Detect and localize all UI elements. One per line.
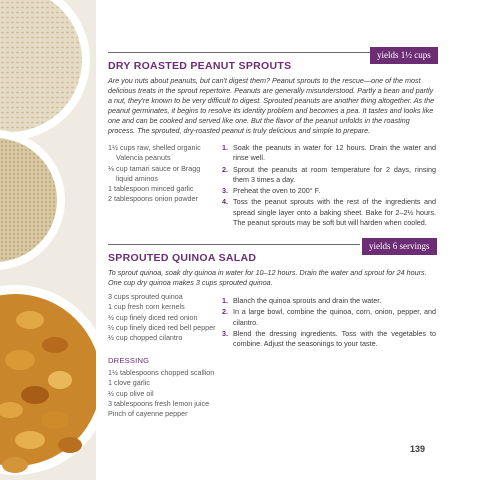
- dressing-ingredient-list: [108, 368, 258, 419]
- step-text: Toss the peanut sprouts with the rest of the ingredients and spread single layer onto a baking sheet. Bake for 2–2½ hours. The peanut sprouts may be soft but will harden when cooled.: [233, 197, 436, 228]
- step-number: 1.: [222, 143, 228, 152]
- ingredient-item: 1 tablespoon minced garlic: [108, 184, 194, 194]
- ingredient-item: 3 tablespoons fresh lemon juice: [108, 398, 210, 408]
- ingredient-item: 1 cup fresh corn kernels: [108, 302, 185, 312]
- step-text: Soak the peanuts in water for 12 hours. Drain the water and rinse well.: [233, 143, 436, 163]
- step-item: [222, 143, 436, 164]
- ingredient-item: ½ cup finely diced red onion: [108, 312, 198, 322]
- ingredient-item: 1½ tablespoons chopped scallion: [108, 368, 215, 377]
- ingredient-item: 1 clove garlic: [108, 378, 150, 388]
- step-text: Preheat the oven to 200° F.: [233, 186, 321, 196]
- step-number: 2.: [222, 164, 228, 174]
- step-text: Sprout the peanuts at room temperature for 2 days, rinsing them 3 times a day.: [233, 164, 436, 184]
- ingredient-item: ⅛ cup tamari sauce or Bragg liquid aminos: [108, 163, 201, 183]
- yields-badge-recipe-1: yields 1½ cups: [370, 47, 438, 64]
- recipe-intro-quinoa-salad: To sprout quinoa, soak dry quinoa in water for 10–12 hours. Drain the water and sprout for 24 hours. One cup dry quinoa makes 3 cups sprouted quinoa.: [108, 268, 427, 287]
- step-number: 2.: [222, 307, 228, 317]
- recipe-title-quinoa-salad: SPROUTED QUINOA SALAD: [108, 252, 257, 264]
- step-number: 3.: [222, 328, 228, 338]
- recipe-intro-peanut-sprouts: Are you nuts about peanuts, but can't digest them? Peanut sprouts to the rescue—one of the most delicious treats in the sprout repertoire. Peanuts are generally misunderstood. Partly a bean and partly a nut, they're known to be very difficult to digest. Sprouted peanuts are another thing altogether. As the peanut germinates, it begins to resolve its identity problem and becomes a pea. It tastes and looks like one and can be cooked and served like one. But the flavor of the peanut unfolds in the roasting process. The sprouted, dry-roasted peanut is truly delicious and simple to prepare.: [108, 76, 435, 135]
- step-item: [222, 165, 436, 186]
- step-item: [222, 197, 436, 228]
- step-number: 4.: [222, 197, 228, 207]
- dressing-heading: DRESSING: [108, 356, 150, 365]
- ingredient-item: 3 cups sprouted quinoa: [108, 292, 183, 301]
- step-list-peanut-sprouts: [222, 143, 436, 229]
- ingredient-list-quinoa-salad: [108, 292, 220, 343]
- food-photo: [0, 0, 96, 480]
- step-item: [222, 186, 436, 196]
- step-text: Blend the dressing ingredients. Toss with the vegetables to combine. Adjust the seasonings to your taste.: [233, 328, 436, 349]
- ingredient-item: Pinch of cayenne pepper: [108, 409, 188, 419]
- step-item: [222, 329, 436, 350]
- ingredient-item: 1½ cups raw, shelled organic Valencia peanuts: [108, 143, 201, 163]
- ingredient-item: ½ cup finely diced red bell pepper: [108, 322, 216, 332]
- step-number: 3.: [222, 186, 228, 196]
- food-photo-illustration: [0, 0, 96, 480]
- step-number: 1.: [222, 296, 228, 305]
- step-item: [222, 307, 436, 328]
- recipe-title-peanut-sprouts: DRY ROASTED PEANUT SPROUTS: [108, 60, 292, 72]
- ingredient-item: ½ cup chopped cilantro: [108, 333, 183, 343]
- yields-badge-recipe-2: yields 6 servings: [362, 238, 437, 255]
- ingredient-item: 2 tablespoons onion powder: [108, 194, 198, 204]
- ingredient-item: ½ cup olive oil: [108, 388, 154, 398]
- step-text: Blanch the quinoa sprouts and drain the water.: [233, 296, 382, 305]
- step-list-quinoa-salad: [222, 296, 436, 350]
- ingredient-list-peanut-sprouts: [108, 143, 214, 205]
- page-number: 139: [410, 444, 426, 454]
- section-rule-recipe-1: [108, 52, 370, 53]
- section-rule-recipe-2: [108, 244, 360, 245]
- step-text: In a large bowl, combine the quinoa, corn, onion, pepper, and cilantro.: [233, 307, 436, 327]
- step-item: [222, 296, 436, 306]
